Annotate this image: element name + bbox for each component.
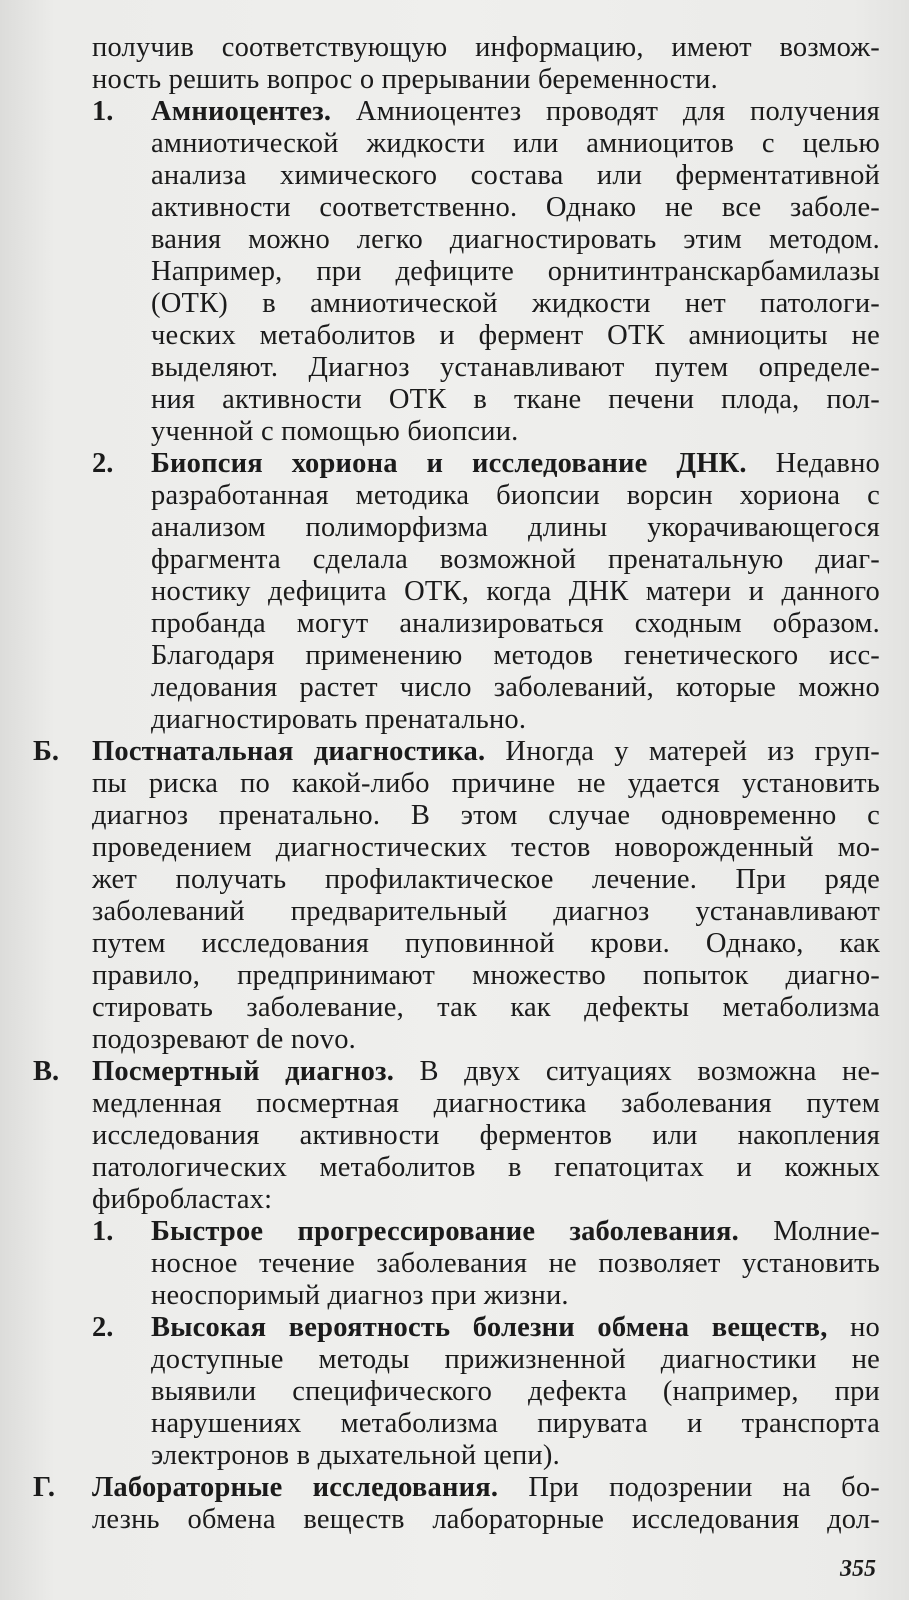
text-line bbox=[151, 448, 880, 480]
text-line: нарушениях метаболизма пирувата и транспорта bbox=[151, 1408, 880, 1439]
text-line: получив соответствующую информацию, имеют возмож- bbox=[92, 32, 880, 63]
text-line: стировать заболевание, так как дефекты метаболизма bbox=[92, 992, 880, 1023]
item-title: Быстрое прогрессирование заболевания. bbox=[151, 1216, 739, 1247]
text-line bbox=[92, 736, 880, 768]
text-line bbox=[151, 96, 880, 128]
text-line: выделяют. Диагноз устанавливают путем определе- bbox=[151, 352, 880, 383]
text-line: заболеваний предварительный диагноз устанавливают bbox=[92, 896, 880, 927]
text-line: правило, предпринимают множество попыток диагно- bbox=[92, 960, 880, 991]
page-number: 355 bbox=[840, 1556, 876, 1582]
text-line: вания можно легко диагностировать этим методом. bbox=[151, 224, 880, 255]
text-line: пробанда могут анализироваться сходным образом. bbox=[151, 608, 880, 639]
text-line: ность решить вопрос о прерывании беременности. bbox=[92, 64, 718, 95]
text-line: ния активности ОТК в ткане печени плода, пол- bbox=[151, 384, 880, 415]
text-run: В двух ситуациях возможна не- bbox=[394, 1056, 880, 1087]
text-line: пы риска по какой-либо причине не удается установить bbox=[92, 768, 880, 799]
text-run: но bbox=[827, 1312, 881, 1343]
text-line: путем исследования пуповинной крови. Однако, как bbox=[92, 928, 880, 959]
text-line: выявили специфического дефекта (например, при bbox=[151, 1376, 880, 1407]
text-line: диагностировать пренатально. bbox=[151, 704, 527, 735]
section-marker: Б. bbox=[33, 736, 59, 767]
text-line: ученной с помощью биопсии. bbox=[151, 416, 519, 447]
text-line: патологических метаболитов в гепатоцитах и кожных bbox=[92, 1152, 880, 1183]
text-line: анализа химического состава или ферментативной bbox=[151, 160, 880, 191]
text-line: разработанная методика биопсии ворсин хориона с bbox=[151, 480, 880, 511]
text-line: подозревают de novo. bbox=[92, 1024, 356, 1055]
list-marker: 1. bbox=[92, 1216, 114, 1247]
text-line: неоспоримый диагноз при жизни. bbox=[151, 1280, 569, 1311]
text-line: доступные методы прижизненной диагностики не bbox=[151, 1344, 880, 1375]
text-run: Недавно bbox=[746, 448, 880, 479]
text-line: фибробластах: bbox=[92, 1184, 273, 1215]
section-title: Посмертный диагноз. bbox=[92, 1056, 395, 1087]
text-line: фрагмента сделала возможной пренатальную диаг- bbox=[151, 544, 880, 575]
text-line: Благодаря применению методов генетического исс- bbox=[151, 640, 880, 671]
text-line: электронов в дыхательной цепи). bbox=[151, 1440, 560, 1471]
text-line: ческих метаболитов и фермент ОТК амниоциты не bbox=[151, 320, 880, 351]
text-run: Иногда у матерей из груп- bbox=[485, 736, 880, 767]
list-marker: 2. bbox=[92, 448, 114, 479]
section-marker: Г. bbox=[33, 1472, 56, 1503]
text-line: жет получать профилактическое лечение. При ряде bbox=[92, 864, 880, 895]
text-line: ностику дефицита ОТК, когда ДНК матери и данного bbox=[151, 576, 880, 607]
text-run: Молние- bbox=[738, 1216, 880, 1247]
text-line: амниотической жидкости или амниоцитов с целью bbox=[151, 128, 880, 159]
text-line: Например, при дефиците орнитинтранскарбамилазы bbox=[151, 256, 880, 287]
item-title: Высокая вероятность болезни обмена веществ, bbox=[151, 1312, 828, 1343]
text-line bbox=[92, 1056, 880, 1088]
text-run: Амниоцентез проводят для получения bbox=[331, 96, 880, 127]
text-run: При подозрении на бо- bbox=[498, 1472, 880, 1503]
list-marker: 1. bbox=[92, 96, 114, 127]
text-line: исследования активности ферментов или накопления bbox=[92, 1120, 880, 1151]
text-line bbox=[92, 1472, 880, 1504]
text-line bbox=[151, 1312, 880, 1344]
text-line: ледования растет число заболеваний, которые можно bbox=[151, 672, 880, 703]
item-title: Амниоцентез. bbox=[151, 96, 332, 127]
text-line bbox=[151, 1216, 880, 1248]
item-title: Биопсия хориона и исследование ДНК. bbox=[151, 448, 747, 479]
text-line: медленная посмертная диагностика заболевания путем bbox=[92, 1088, 880, 1119]
section-title: Лабораторные исследования. bbox=[92, 1472, 499, 1503]
text-line: диагноз пренатально. В этом случае одновременно с bbox=[92, 800, 880, 831]
text-line: проведением диагностических тестов новорожденный мо- bbox=[92, 832, 880, 863]
text-line: носное течение заболевания не позволяет установить bbox=[151, 1248, 880, 1279]
text-line: (ОТК) в амниотической жидкости нет патологи- bbox=[151, 288, 880, 319]
text-line: лезнь обмена веществ лабораторные исследования дол- bbox=[92, 1504, 880, 1535]
text-line: анализом полиморфизма длины укорачивающегося bbox=[151, 512, 880, 543]
text-line: активности соответственно. Однако не все заболе- bbox=[151, 192, 880, 223]
list-marker: 2. bbox=[92, 1312, 114, 1343]
section-marker: В. bbox=[33, 1056, 60, 1087]
section-title: Постнатальная диагностика. bbox=[92, 736, 486, 767]
